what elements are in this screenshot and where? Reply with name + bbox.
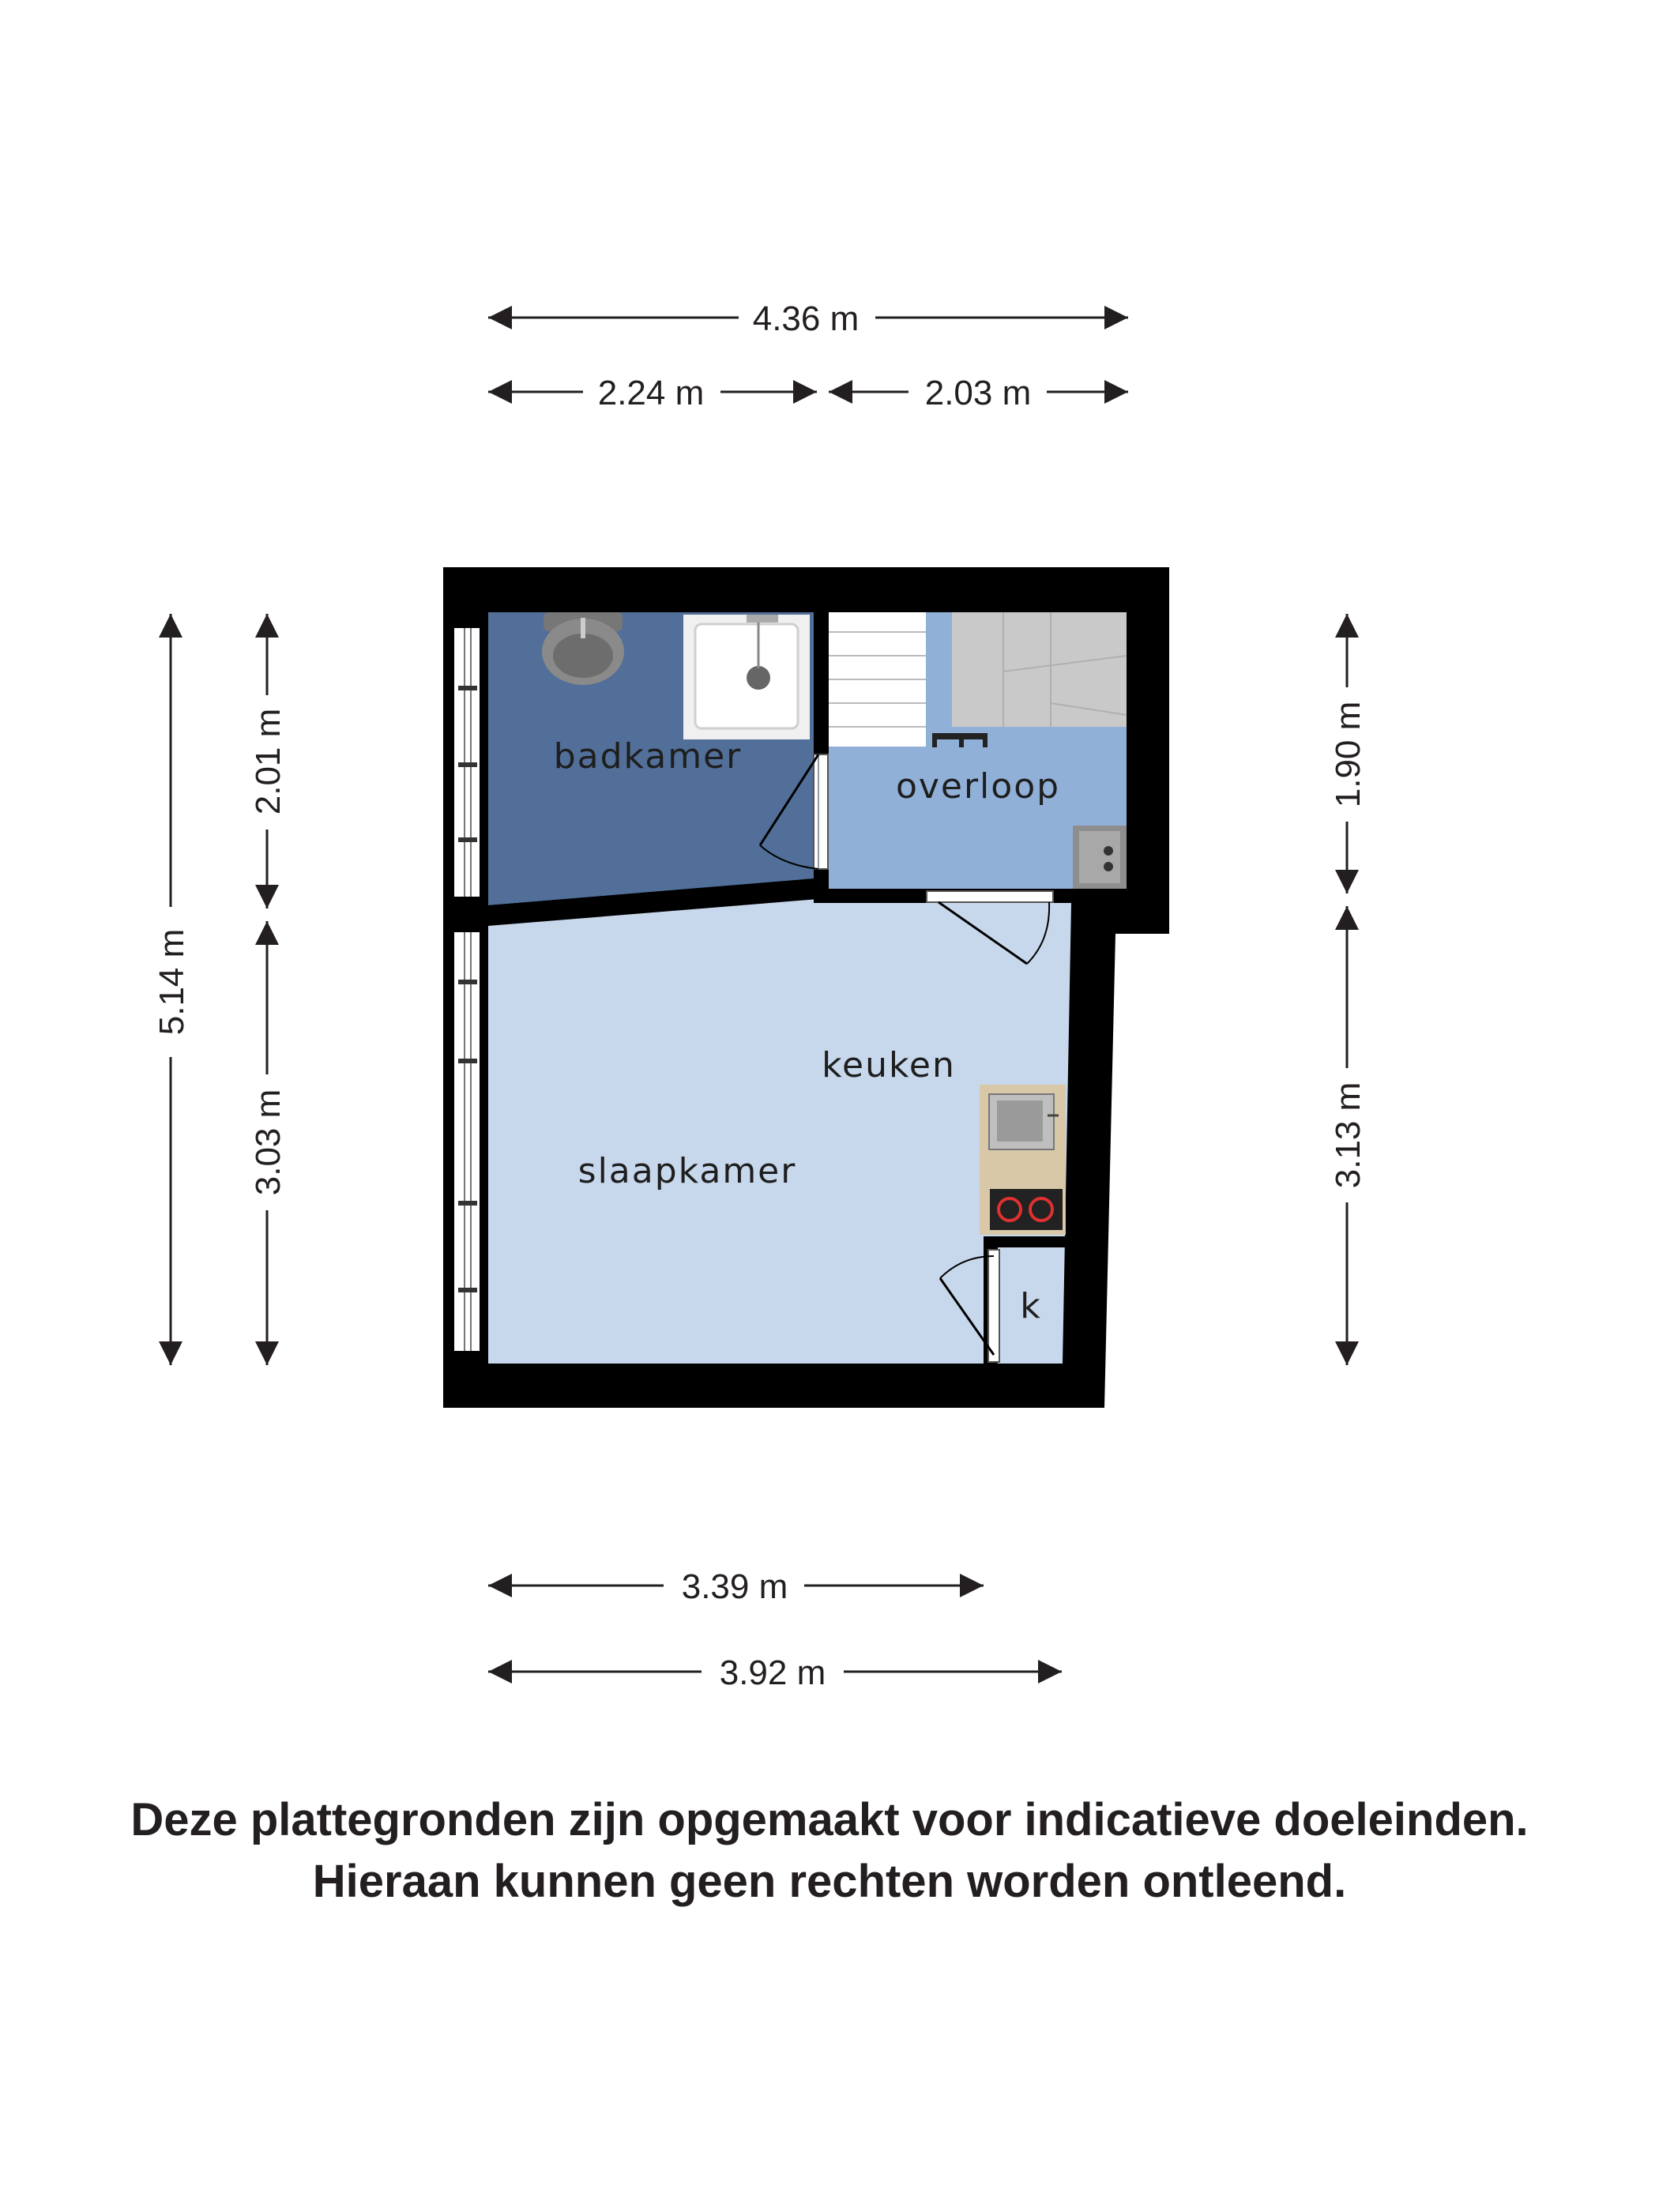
dimension-bottom-inner	[488, 1567, 984, 1606]
kitchen-counter	[980, 1085, 1066, 1235]
disclaimer-line-1: Deze plattegronden zijn opgemaakt voor indicatieve doeleinden.	[130, 1794, 1529, 1845]
dimension-label: 3.13 m	[1329, 1082, 1367, 1189]
room-label-slaapkamer: slaapkamer	[577, 1151, 797, 1191]
disclaimer-line-2: Hieraan kunnen geen rechten worden ontleend.	[312, 1856, 1347, 1907]
dimension-right-upper	[1329, 614, 1367, 893]
dimension-label: 2.01 m	[249, 708, 288, 815]
dimension-label: 2.24 m	[597, 374, 705, 412]
boiler-icon	[1073, 826, 1127, 889]
room-label-keuken: keuken	[822, 1045, 956, 1085]
dimension-left-total	[152, 614, 191, 1365]
dimension-left-lower	[249, 921, 288, 1365]
room-label-badkamer: badkamer	[553, 736, 743, 777]
dimension-left-upper	[249, 614, 288, 908]
dimension-label: 3.39 m	[681, 1567, 788, 1606]
dimension-label: 3.03 m	[249, 1089, 288, 1196]
room-label-k: k	[1020, 1286, 1042, 1326]
dimension-label: 3.92 m	[719, 1653, 826, 1692]
room-label-overloop: overloop	[895, 766, 1061, 807]
shower-icon	[683, 615, 810, 739]
window-upper	[454, 628, 480, 897]
dimension-right-lower	[1329, 906, 1367, 1365]
dimension-top-total	[488, 299, 1128, 338]
dimension-bottom-total	[488, 1653, 1062, 1692]
window-lower	[454, 932, 480, 1351]
closet-wall	[984, 1236, 1066, 1247]
dimension-label: 5.14 m	[152, 928, 191, 1036]
dimension-top-left	[488, 374, 817, 412]
dimension-label: 4.36 m	[752, 299, 860, 338]
dimension-top-right	[829, 374, 1128, 412]
dimension-label: 1.90 m	[1329, 701, 1367, 808]
dimension-label: 2.03 m	[924, 374, 1032, 412]
toilet-icon	[542, 612, 624, 685]
